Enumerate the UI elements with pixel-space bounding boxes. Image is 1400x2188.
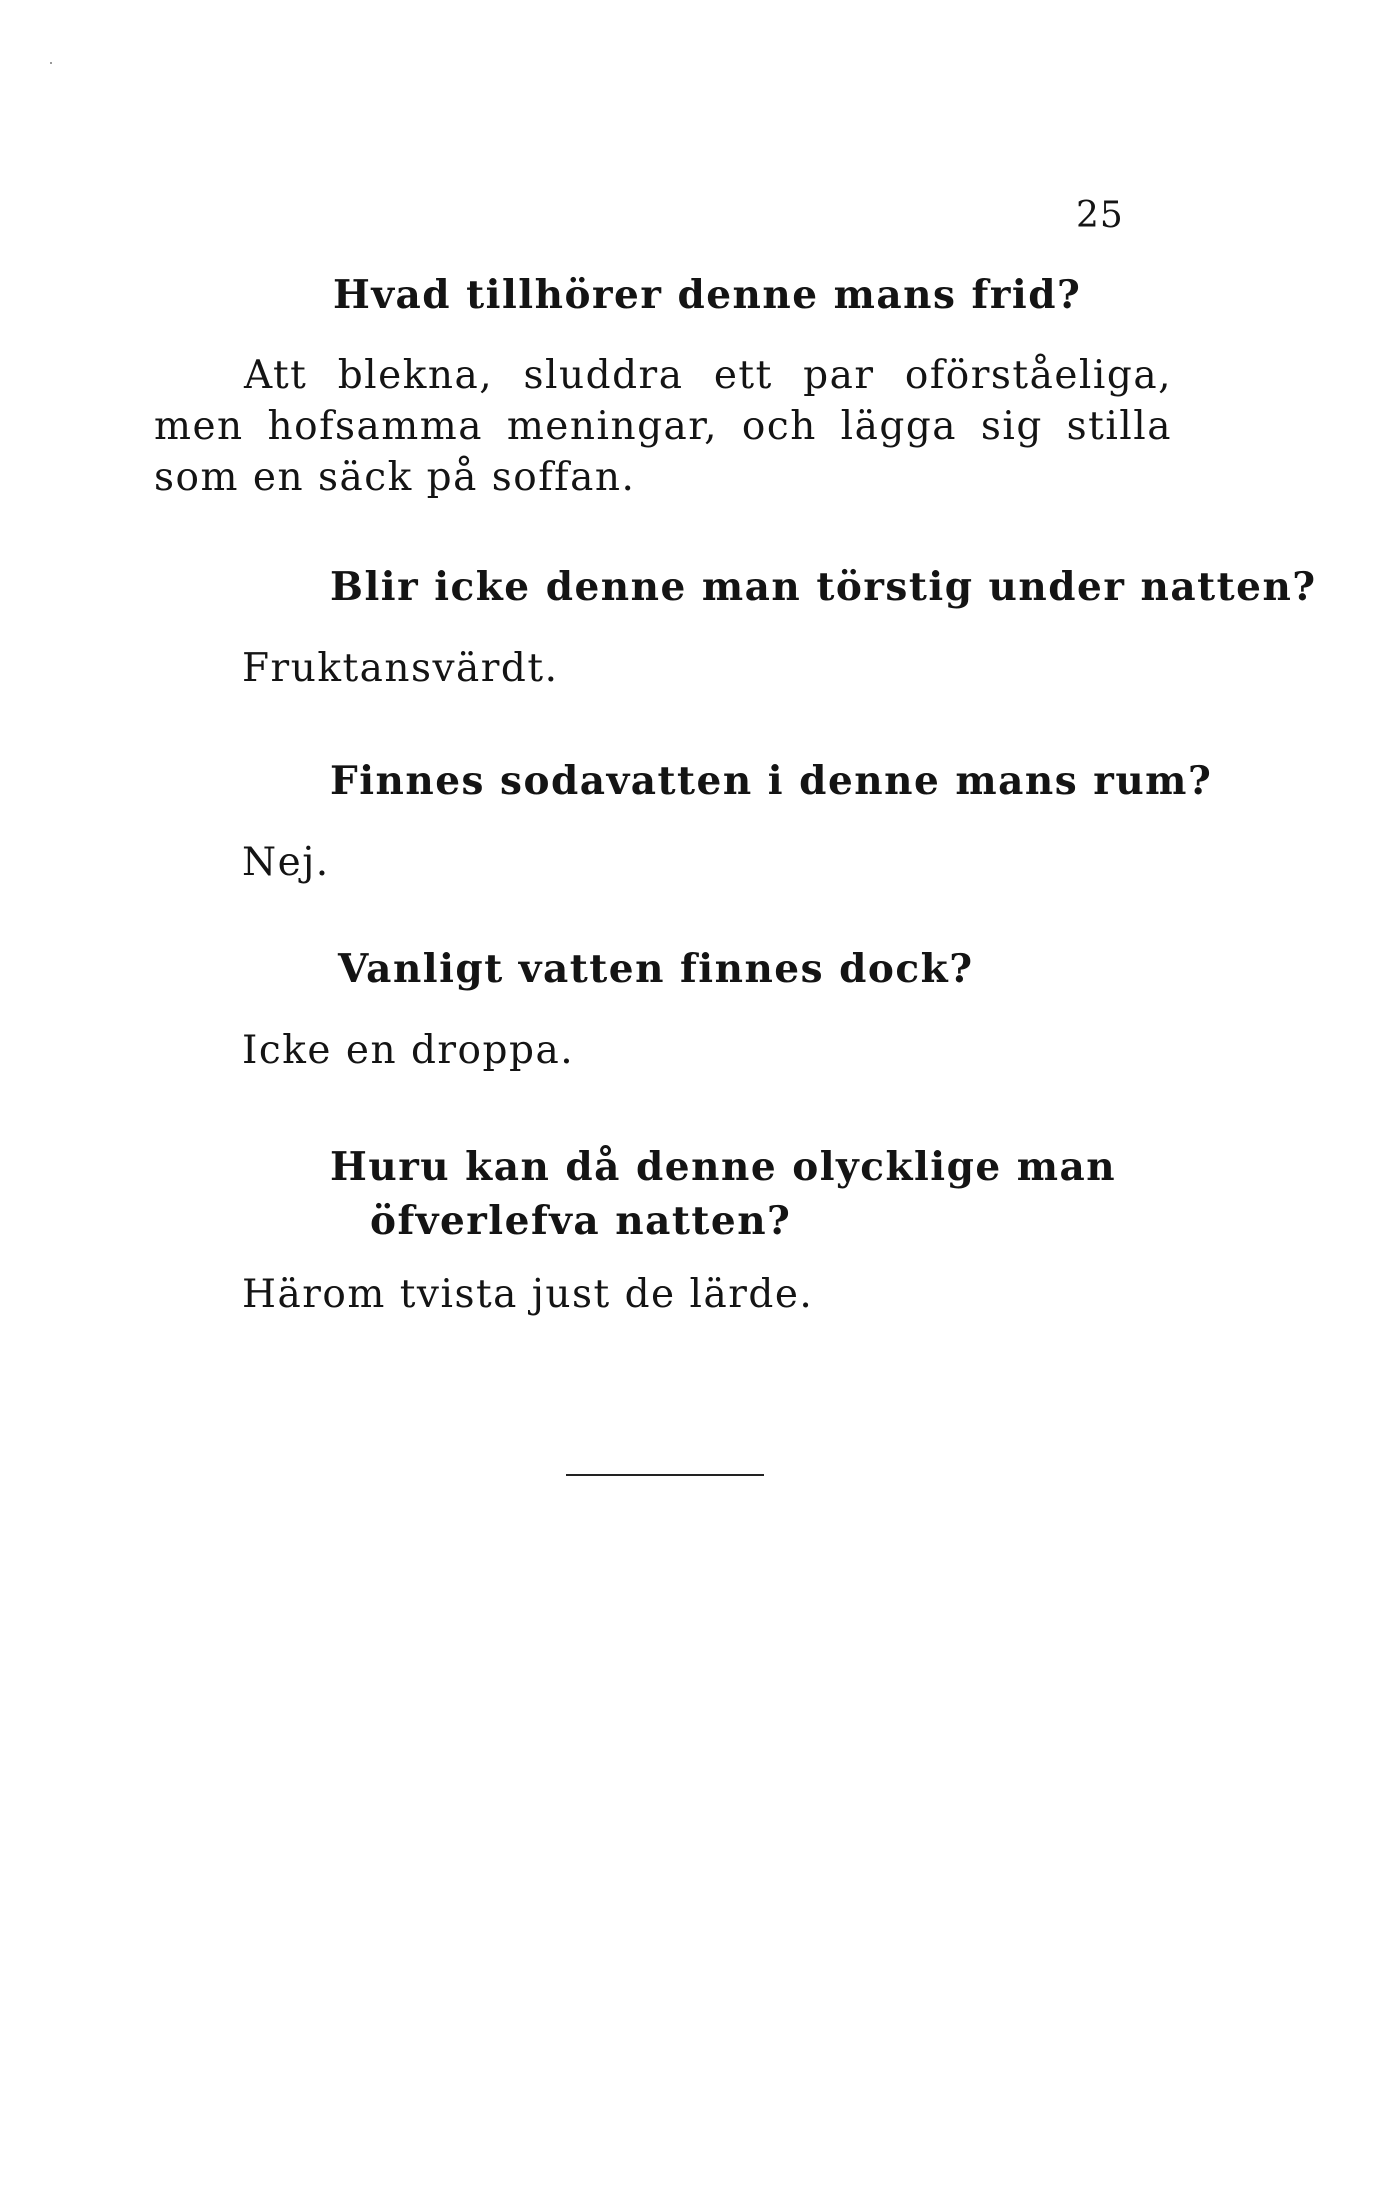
question-5: Huru kan då denne olycklige man öfverlefva natten? bbox=[330, 1144, 1117, 1244]
page-number: 25 bbox=[1076, 195, 1124, 236]
answer-1: Att blekna, sluddra ett par oförståeliga, men hofsamma meningar, och lägga sig stilla som en säck på soffan. bbox=[154, 353, 1172, 500]
answer-4: Icke en droppa. bbox=[242, 1028, 575, 1073]
question-1: Hvad tillhörer denne mans frid? bbox=[333, 272, 1082, 318]
section-divider bbox=[566, 1474, 764, 1476]
question-2: Blir icke denne man törstig under natten? bbox=[330, 564, 1317, 610]
answer-5: Härom tvista just de lärde. bbox=[242, 1272, 814, 1317]
question-3: Finnes sodavatten i denne mans rum? bbox=[330, 758, 1213, 804]
answer-3: Nej. bbox=[242, 840, 330, 885]
answer-2: Fruktansvärdt. bbox=[242, 646, 559, 691]
question-4: Vanligt vatten finnes dock? bbox=[338, 946, 974, 992]
scan-speck bbox=[50, 62, 52, 64]
